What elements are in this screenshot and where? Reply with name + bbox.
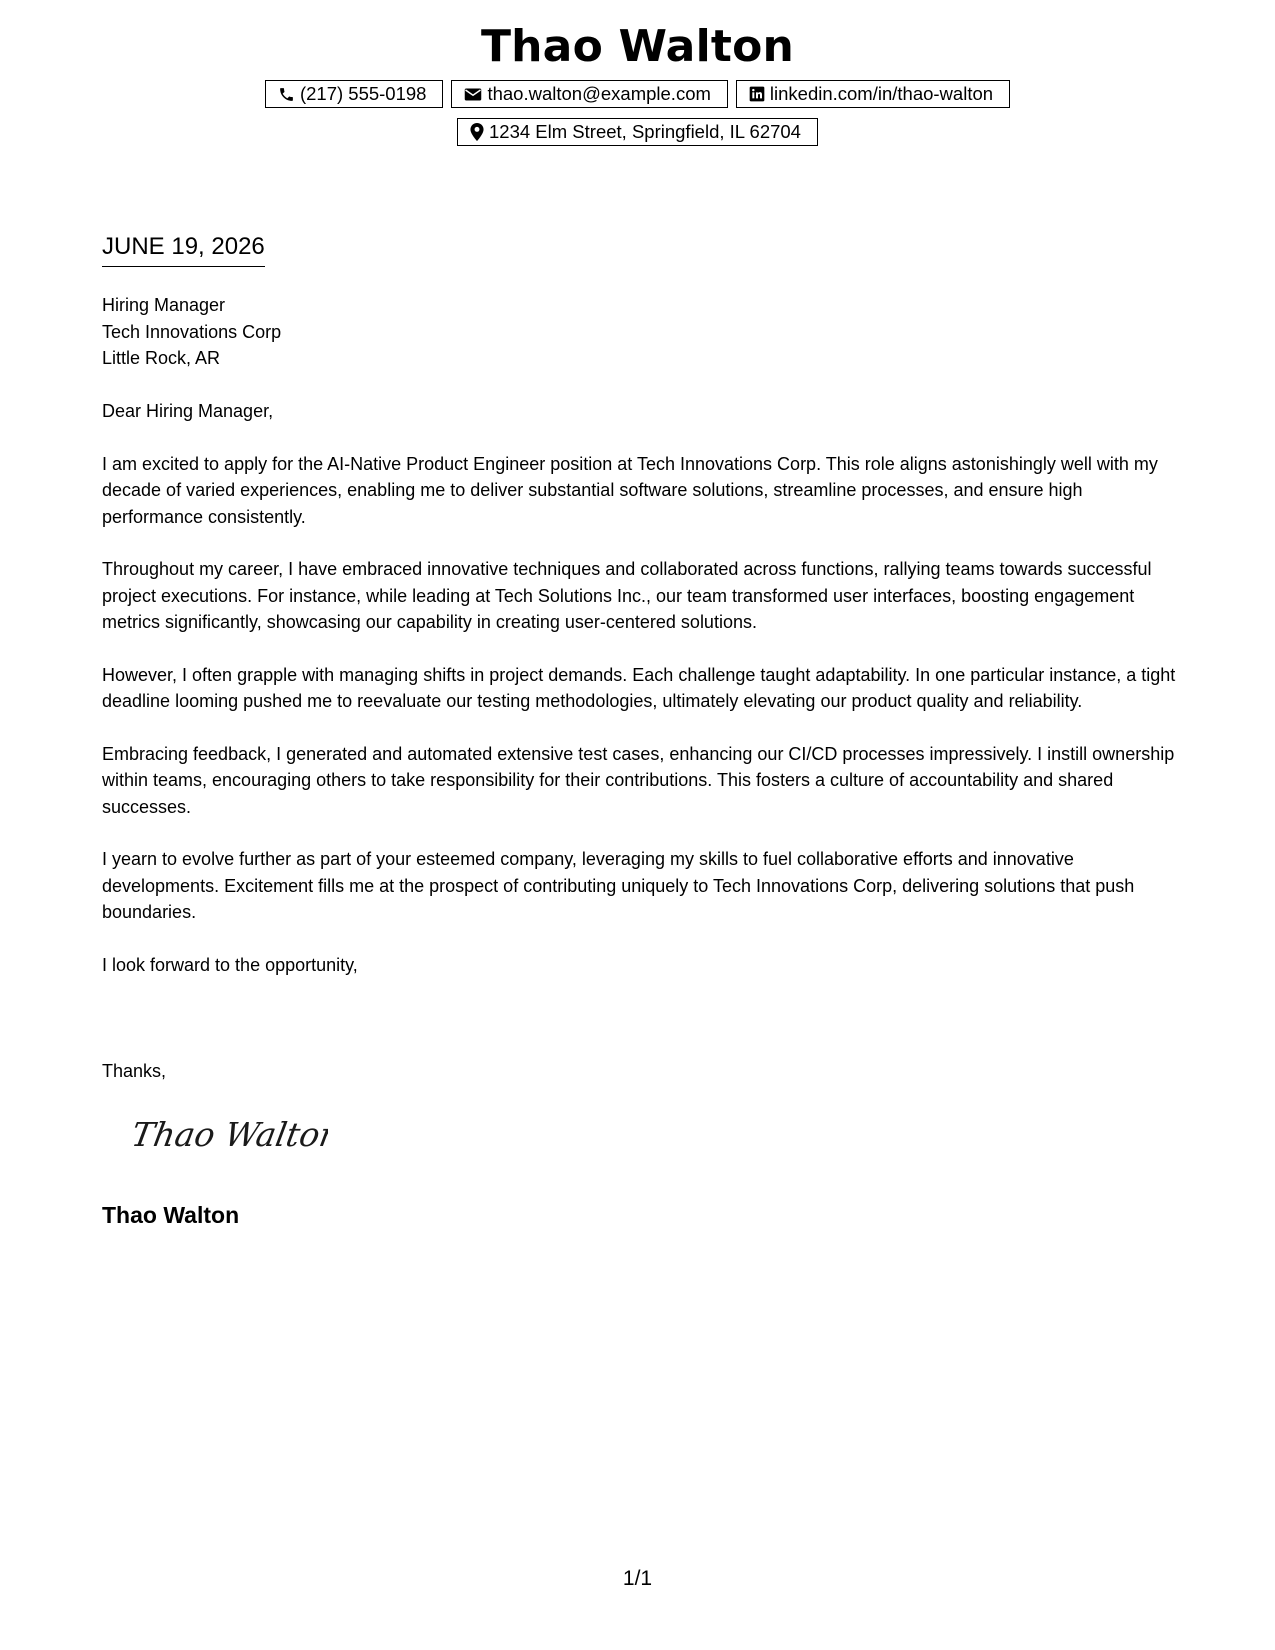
email-address: thao.walton@example.com [487, 83, 711, 104]
body-paragraph: I am excited to apply for the AI-Native Product Engineer position at Tech Innovations Corp. This role aligns astonishingly well with my decade of varied experiences, enabling me to deliver substantial software solutions, streamline processes, and ensure high performance consistently. [102, 453, 1158, 527]
linkedin-chip [736, 80, 1010, 108]
envelope-icon [464, 87, 482, 102]
phone-chip [265, 80, 444, 108]
letter-body [102, 398, 1177, 1004]
address-row [0, 118, 1275, 146]
address-chip [457, 118, 818, 146]
recipient-location: Little Rock, AR [102, 348, 221, 368]
handwritten-signature [128, 1112, 328, 1161]
linkedin-icon [749, 86, 765, 102]
street-address: 1234 Elm Street, Springfield, IL 62704 [489, 121, 801, 142]
signoff: Thanks, [102, 1061, 167, 1081]
body-paragraph: However, I often grapple with managing shifts in project demands. Each challenge taught adaptability. In one particular instance, a tight deadline looming pushed me to reevaluate our testing methodologies, ultimately elevating our product quality and reliability. [102, 664, 1176, 711]
page-number: 1/1 [622, 1567, 653, 1590]
map-pin-icon [470, 123, 484, 141]
recipient-title: Hiring Manager [102, 295, 226, 315]
letter-date: JUNE 19, 2026 [102, 232, 265, 267]
phone-icon [278, 86, 295, 103]
recipient-company: Tech Innovations Corp [102, 321, 282, 342]
signer-name: Thao Walton [102, 1202, 240, 1228]
body-paragraph: Throughout my career, I have embraced innovative techniques and collaborated across functions, rallying teams towards successful project executions. For instance, while leading at Tech Solutions Inc., our team transformed user interfaces, boosting engagement metrics significantly, showcasing our capability in creating user-centered solutions. [102, 559, 1152, 632]
salutation: Dear Hiring Manager, [102, 401, 274, 421]
recipient-block [102, 292, 281, 372]
signature-text: Thao Walton [128, 1115, 328, 1154]
linkedin-url: linkedin.com/in/thao-walton [769, 83, 994, 104]
body-paragraph: I yearn to evolve further as part of your esteemed company, leveraging my skills to fuel collaborative efforts and innovative developments. Excitement fills me at the prospect of contributing uniquely to Tech Innovations Corp, delivering solutions that push boundaries. [102, 849, 1135, 922]
phone-number: (217) 555-0198 [299, 83, 427, 104]
contact-row [0, 80, 1275, 108]
body-paragraph: Embracing feedback, I generated and automated extensive test cases, enhancing our CI/CD processes impressively. I instill ownership within teams, encouraging others to take responsibility for their contributions. This fosters a culture of accountability and shared successes. [102, 743, 1175, 817]
email-chip [451, 80, 727, 108]
closing-line: I look forward to the opportunity, [102, 954, 358, 975]
applicant-name: Thao Walton [480, 21, 795, 72]
